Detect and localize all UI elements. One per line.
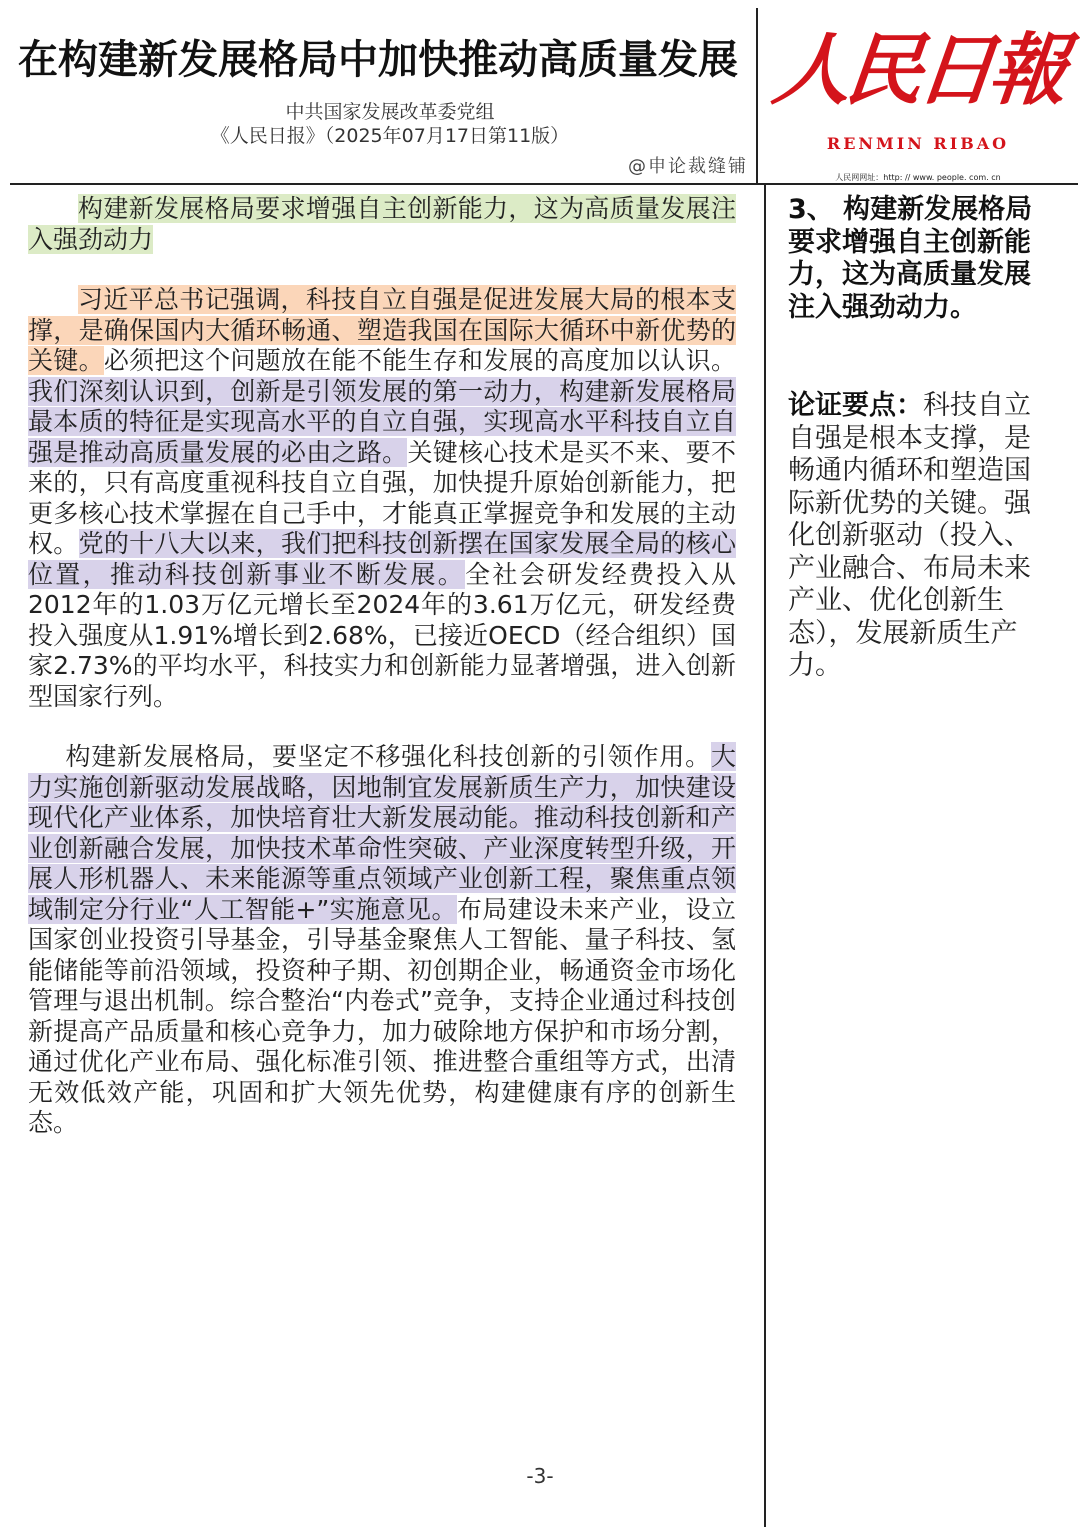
logo-pinyin: RENMIN RIBAO [826,134,1010,153]
sidebar-label: 论证要点： [788,390,923,421]
column-divider [764,184,766,1527]
article-body [28,194,736,1169]
sentence: 布局建设未来产业，设立国家创业投资引导基金，引导基金聚焦人工智能、量子科技、氢能储能等前沿领域，投资种子期、初创期企业，畅通资金市场化管理与退出机制。综合整治“内卷式”竞争，支持企业通过科技创新提高产品质量和核心竞争力，加力破除地方保护和市场分割，通过优化产业布局、强化标准引领、推进整合重组等方式，出清无效低效产能，巩固和扩大领先优势，构建健康有序的创新生态。 [28,894,736,1137]
sentence: 关键核心技术是买不来、要不来的，只有高度重视科技自立自强，加快提升原始创新能力，把更多核心技术掌握在自己手中，才能真正掌握竞争和发展的主动权。 [28,437,736,558]
article-author: 中共国家发展改革委党组 [285,101,495,123]
logo-url: 人民网网址：http: // www. people. com. cn [835,173,1001,182]
sentence: 全社会研发经费投入从2012年的1.03万亿元增长至2024年的3.61万亿元，研发经费投入强度从1.91%增长到2.68%，已接近OECD（经合组织）国家2.73%的平均水平，科技实力和创新能力显著增强，进入创新型国家行列。 [28,559,736,711]
sidebar-notes [788,194,1050,683]
newspaper-logo [768,8,1068,180]
article-source: 《人民日报》（2025年07月17日第11版） [210,125,570,147]
sentence: 推动科技创新和产业创新融合发展，加快技术革命性突破、产业深度转型升级，开展人形机器人、未来能源等重点领域产业创新工程，聚焦重点领域制定分行业“人工智能+”实施意见。 [28,803,736,924]
sentence: 大力实施创新驱动发展战略，因地制宜发展新质生产力，加快建设现代化产业体系，加快培育壮大新发展动能。 [28,742,736,832]
paragraph-1 [28,285,736,712]
lead-sentence: 构建新发展格局要求增强自主创新能力，这为高质量发展注入强劲动力 [28,194,736,254]
sentence: 我们深刻认识到，创新是引领发展的第一动力，构建新发展格局最本质的特征是实现高水平的自立自强，实现高水平科技自立自强是推动高质量发展的必由之路。 [28,376,736,467]
paragraph-2 [28,742,736,1139]
sidebar-text: 科技自立自强是根本支撑，是畅通内循环和塑造国际新优势的关键。强化创新驱动（投入、产业融合、布局未来产业、优化创新生态），发展新质生产力。 [788,390,1031,681]
sentence: 习近平总书记强调，科技自立自强是促进发展大局的根本支撑，是确保国内大循环畅通、塑造我国在国际大循环中新优势的关键。 [28,285,736,375]
watermark: @申论裁缝铺 [628,156,748,177]
logo-calligraphy: 人民日報 [768,25,1067,116]
horizontal-rule [10,183,1078,185]
sidebar-argument [788,390,1050,683]
sentence: 党的十八大以来，我们把科技创新摆在国家发展全局的核心位置，推动科技创新事业不断发展。 [28,529,736,589]
lead-paragraph [28,194,736,255]
sidebar-heading: 3、 构建新发展格局要求增强自主创新能力，这为高质量发展注入强劲动力。 [788,194,1033,323]
sentence: 构建新发展格局，要坚定不移强化科技创新的引领作用。 [65,742,711,771]
header-divider [756,8,758,184]
page-number: -3- [526,1464,554,1488]
sentence: 必须把这个问题放在能不能生存和发展的高度加以认识。 [103,346,736,375]
article-title: 在构建新发展格局中加快推动高质量发展 [18,37,738,83]
